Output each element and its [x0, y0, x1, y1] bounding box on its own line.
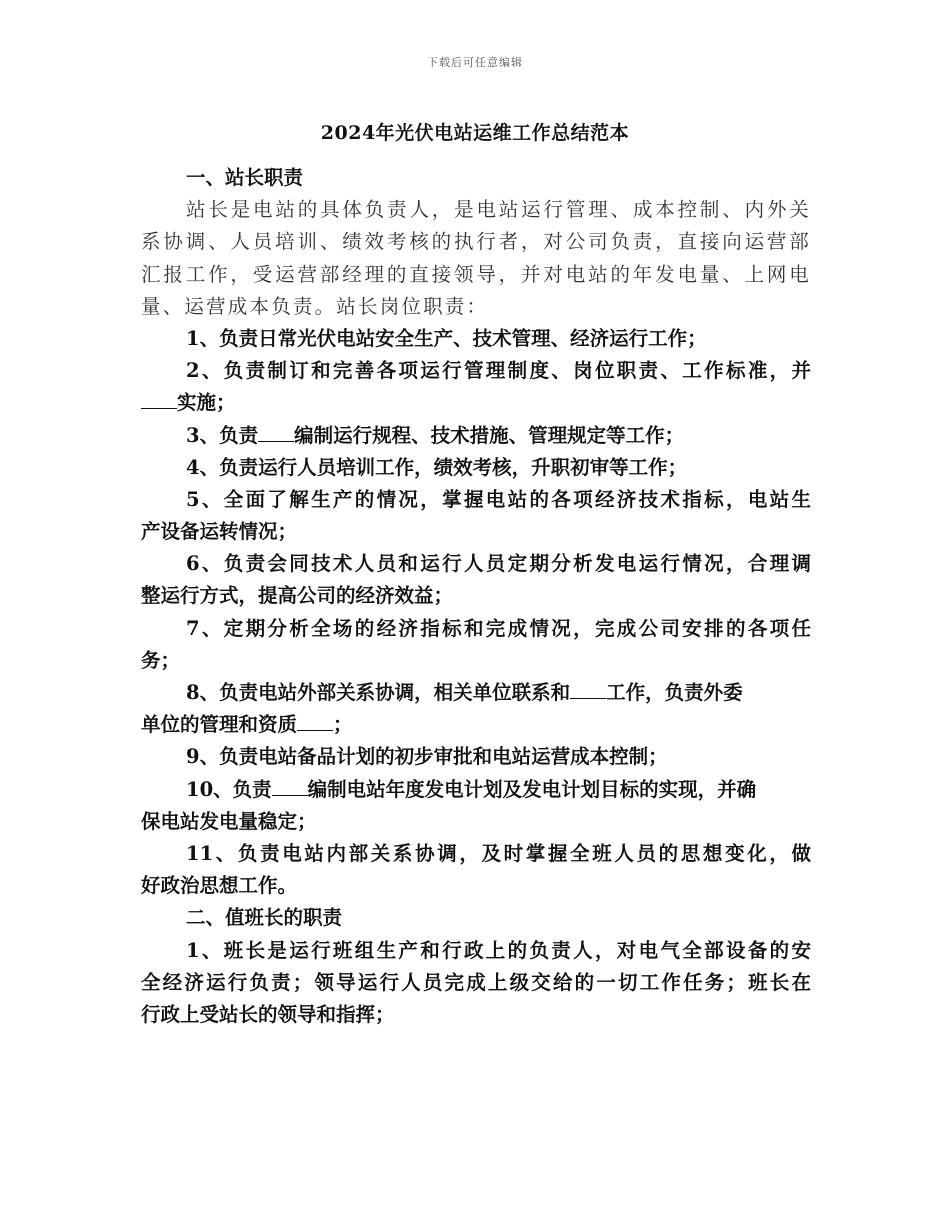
duty-item-6-line-2: 整运行方式，提高公司的经济效益； [141, 584, 454, 608]
blank-underline [141, 390, 177, 409]
shift-duty-item-1-line-3: 行政上受站长的领导和指挥； [141, 1002, 395, 1026]
shift-duty-item-1-line-2: 全经济运行负责；领导运行人员完成上级交给的一切工作任务；班长在 [141, 970, 811, 994]
duty-item-8-line-2 [141, 709, 811, 741]
duty-item-2-line-2 [141, 387, 811, 419]
document-title: 2024年光伏电站运维工作总结范本 [320, 122, 630, 144]
duty-item-8-prefix: 8、负责电站外部关系协调，相关单位联系和 [186, 681, 571, 704]
duty-item-10-line-2: 保电站发电量稳定； [141, 809, 317, 833]
section-heading-shift-leader: 二、值班长的职责 [186, 906, 343, 930]
duty-item-10-suffix: 编制电站年度发电计划及发电计划目标的实现，并确 [307, 777, 757, 801]
blank-underline [297, 712, 333, 731]
duty-item-6-line-1: 6、负责会同技术人员和运行人员定期分析发电运行情况，合理调 [186, 552, 811, 576]
blank-underline [272, 777, 308, 796]
duty-item-11-line-2: 好政治思想工作。 [141, 874, 298, 898]
duty-item-1: 1、负责日常光伏电站安全生产、技术管理、经济运行工作； [186, 326, 707, 350]
intro-line-2: 系协调、人员培训、绩效考核的执行者，对公司负责，直接向运营部 [141, 230, 811, 254]
duty-item-8-line-1 [141, 677, 811, 709]
duty-item-5-line-2: 产设备运转情况； [141, 520, 298, 544]
duty-item-10-line-1 [141, 774, 811, 806]
duty-item-8-line-2-suffix: ； [333, 713, 353, 737]
blank-underline [258, 423, 294, 442]
intro-line-1: 站长是电站的具体负责人，是电站运行管理、成本控制、内外关 [186, 198, 811, 222]
duty-item-11-line-1: 11、负责电站内部关系协调，及时掌握全班人员的思想变化，做 [186, 841, 811, 865]
duty-item-7-line-1: 7、定期分析全场的经济指标和完成情况，完成公司安排的各项任 [186, 616, 811, 640]
shift-duty-item-1-line-1: 1、班长是运行班组生产和行政上的负责人，对电气全部设备的安 [186, 938, 811, 962]
duty-item-3-prefix: 3、负责 [186, 423, 259, 447]
duty-item-2-line-1: 2、负责制订和完善各项运行管理制度、岗位职责、工作标准，并 [186, 359, 811, 383]
duty-item-9: 9、负责电站备品计划的初步审批和电站运营成本控制； [186, 745, 668, 769]
duty-item-3-text: 编制运行规程、技术措施、管理规定等工作； [294, 423, 685, 447]
page-header-note: 下载后可任意编辑 [427, 56, 523, 69]
duty-item-7-line-2: 务； [141, 648, 181, 672]
intro-line-3: 汇报工作，受运营部经理的直接领导，并对电站的年发电量、上网电 [141, 262, 811, 286]
duty-item-10-prefix: 10、负责 [186, 777, 272, 801]
duty-item-4: 4、负责运行人员培训工作，绩效考核，升职初审等工作； [186, 455, 688, 479]
duty-item-8-line-2-prefix: 单位的管理和资质 [141, 713, 298, 737]
duty-item-5-line-1: 5、全面了解生产的情况，掌握电站的各项经济技术指标，电站生 [186, 487, 811, 511]
duty-item-2-line-2-text: 实施； [177, 391, 236, 415]
section-heading-station-master: 一、站长职责 [186, 166, 304, 189]
intro-line-4: 量、运营成本负责。站长岗位职责： [141, 294, 489, 318]
duty-item-3 [141, 420, 811, 452]
duty-item-8-suffix: 工作，负责外委 [606, 681, 743, 704]
blank-underline [570, 680, 606, 699]
document-body [141, 162, 811, 1031]
